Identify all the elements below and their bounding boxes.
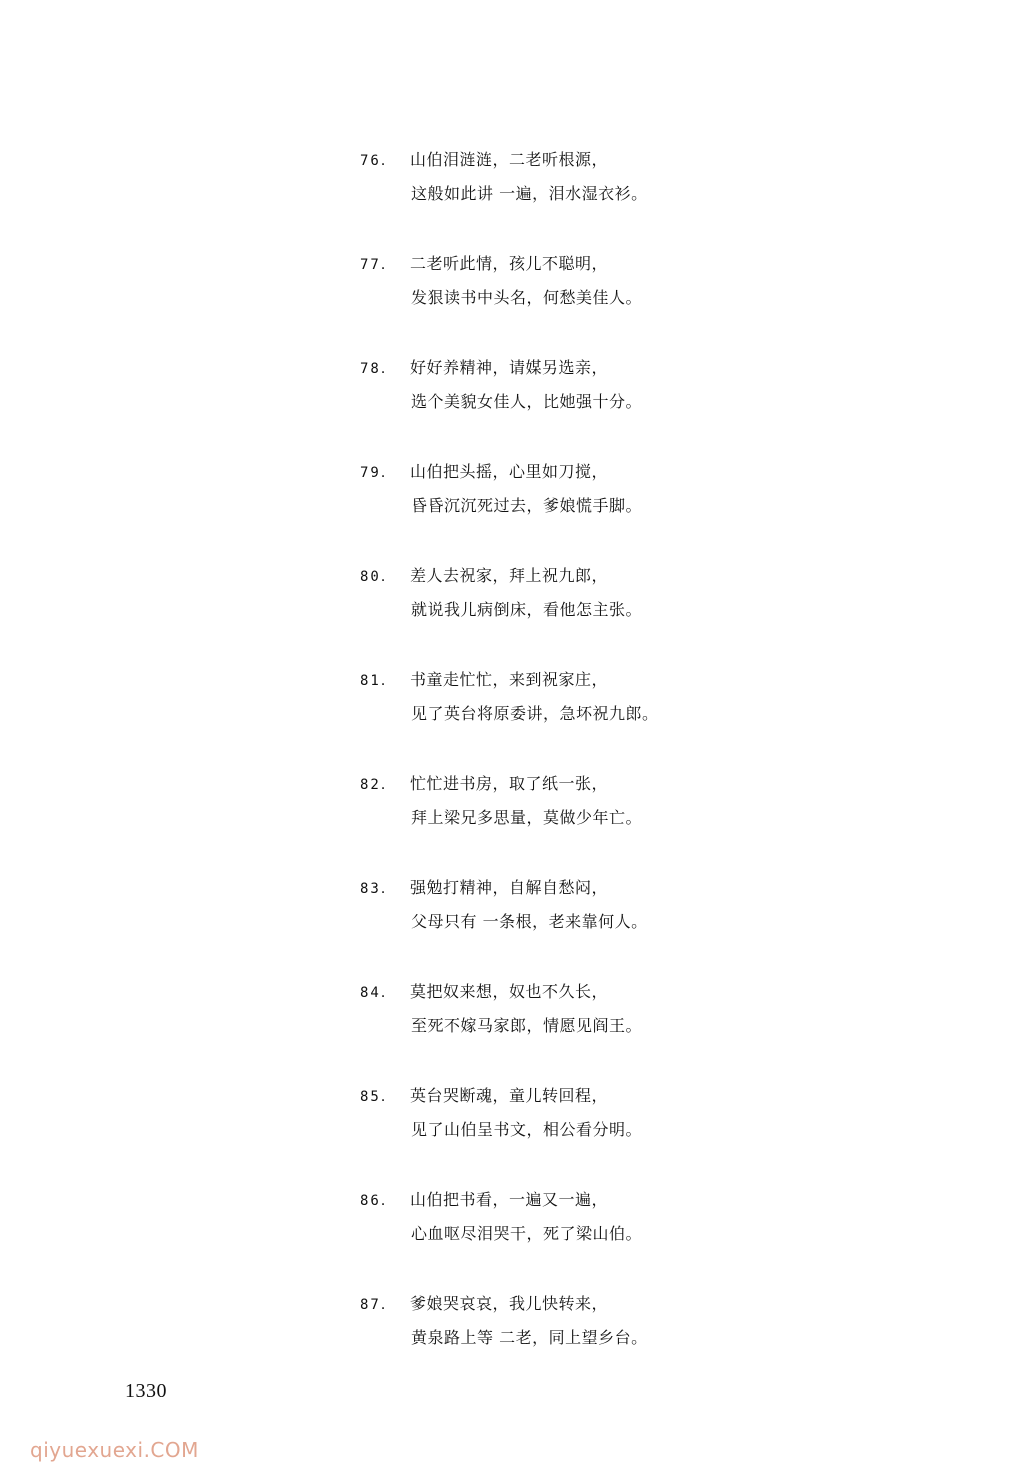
verse-text: 莫把奴来想，奴也不久长， bbox=[410, 982, 609, 1001]
verse-87 bbox=[360, 1290, 920, 1394]
verse-number: 79． bbox=[360, 465, 397, 481]
verse-text: 差人去祝家，拜上祝九郎， bbox=[410, 566, 609, 585]
verse-text: 强勉打精神，自解自愁闷， bbox=[410, 878, 609, 897]
verse-86 bbox=[360, 1186, 920, 1290]
verse-first-line bbox=[360, 878, 608, 899]
verse-second-line: 见了英台将原委讲，急坏祝九郎。 bbox=[411, 704, 659, 723]
verse-number: 81． bbox=[360, 673, 397, 689]
verse-81 bbox=[360, 666, 920, 770]
verse-text: 山伯把头摇，心里如刀搅， bbox=[410, 462, 609, 481]
verse-first-line bbox=[360, 150, 608, 171]
verse-text: 山伯把书看，一遍又一遍， bbox=[410, 1190, 609, 1209]
verse-text: 书童走忙忙，来到祝家庄， bbox=[410, 670, 609, 689]
verse-number: 85． bbox=[360, 1089, 397, 1105]
verse-text: 好好养精神，请媒另选亲， bbox=[410, 358, 609, 377]
verse-79 bbox=[360, 458, 920, 562]
verse-second-line: 选个美貌女佳人，比她强十分。 bbox=[411, 392, 643, 411]
verse-76 bbox=[360, 146, 920, 250]
verse-first-line bbox=[360, 670, 608, 691]
verse-number: 77． bbox=[360, 257, 397, 273]
verse-second-line: 心血呕尽泪哭干，死了梁山伯。 bbox=[411, 1224, 643, 1243]
verse-82 bbox=[360, 770, 920, 874]
verse-number: 86． bbox=[360, 1193, 397, 1209]
verse-number: 80． bbox=[360, 569, 397, 585]
verse-80 bbox=[360, 562, 920, 666]
site-watermark: qiyuexuexi.COM bbox=[30, 1438, 199, 1462]
verse-first-line bbox=[360, 1294, 608, 1315]
verse-first-line bbox=[360, 358, 608, 379]
verse-number: 84． bbox=[360, 985, 397, 1001]
verse-number: 83． bbox=[360, 881, 397, 897]
verse-first-line bbox=[360, 1190, 608, 1211]
verse-84 bbox=[360, 978, 920, 1082]
verse-first-line bbox=[360, 774, 608, 795]
verse-second-line: 拜上梁兄多思量，莫做少年亡。 bbox=[411, 808, 643, 827]
verse-second-line: 昏昏沉沉死过去，爹娘慌手脚。 bbox=[411, 496, 643, 515]
verse-number: 76． bbox=[360, 153, 397, 169]
verse-second-line: 见了山伯呈书文，相公看分明。 bbox=[411, 1120, 643, 1139]
verse-second-line: 至死不嫁马家郎，情愿见阎王。 bbox=[411, 1016, 643, 1035]
verse-77 bbox=[360, 250, 920, 354]
verse-list bbox=[360, 146, 920, 1394]
verse-first-line bbox=[360, 566, 608, 587]
verse-number: 78． bbox=[360, 361, 397, 377]
verse-first-line bbox=[360, 462, 608, 483]
verse-number: 87． bbox=[360, 1297, 397, 1313]
verse-first-line bbox=[360, 1086, 608, 1107]
verse-first-line bbox=[360, 254, 608, 275]
verse-78 bbox=[360, 354, 920, 458]
verse-85 bbox=[360, 1082, 920, 1186]
verse-text: 忙忙进书房，取了纸一张， bbox=[410, 774, 609, 793]
verse-first-line bbox=[360, 982, 608, 1003]
verse-text: 爹娘哭哀哀，我儿快转来， bbox=[410, 1294, 609, 1313]
verse-second-line: 黄泉路上等 二老，同上望乡台。 bbox=[411, 1328, 648, 1347]
page-number: 1330 bbox=[125, 1380, 167, 1402]
verse-number: 82． bbox=[360, 777, 397, 793]
verse-83 bbox=[360, 874, 920, 978]
verse-second-line: 就说我儿病倒床，看他怎主张。 bbox=[411, 600, 643, 619]
verse-second-line: 发狠读书中头名，何愁美佳人。 bbox=[411, 288, 643, 307]
verse-second-line: 这般如此讲 一遍，泪水湿衣衫。 bbox=[411, 184, 648, 203]
verse-text: 山伯泪涟涟，二老听根源， bbox=[410, 150, 609, 169]
verse-text: 二老听此情，孩儿不聪明， bbox=[410, 254, 609, 273]
verse-second-line: 父母只有 一条根，老来靠何人。 bbox=[411, 912, 648, 931]
verse-text: 英台哭断魂，童儿转回程， bbox=[410, 1086, 609, 1105]
